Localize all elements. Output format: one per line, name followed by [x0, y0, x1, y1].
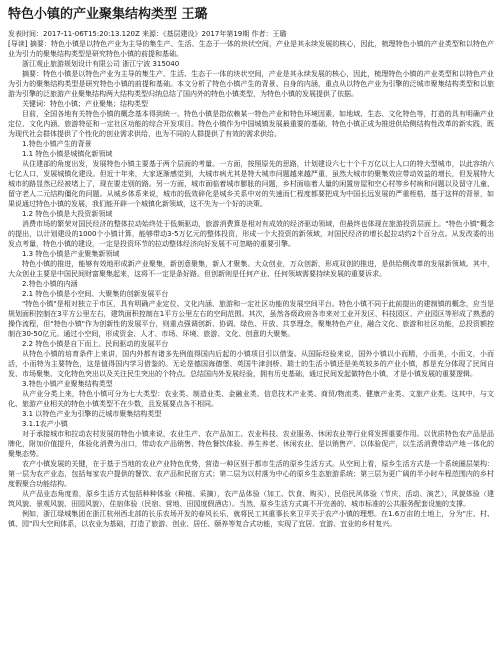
- paragraph: 对于承接城市和拉动农村发展的特色小镇来说，农业生产、农产品加工、农业科技、农业服务、休闲农业等行业将发挥重要作用。以优质特色农产品是品牌化，附加价值提升，体验化消费为出口，带动农产品销售、特色餐饮体验、养生养老、休闲农业、是以销售产、以体验促产，以生活消费带动产地一体化的聚集态势。: [8, 430, 494, 458]
- paragraph: 从特色小镇的培育条件上来讲，国内外都有诸多先例值得国内后起的小镇项目引以借鉴。从国际经验来说，国外小镇以小而精，小而美，小而文，小而活，小而特为主要特色，这是值得国内学习借鉴的。无论是德国海德堡、英国牛津剑桥、瑞士的生活小镇还是美英较多的产业小镇，都是充分体现了民间自发、市场聚集、文化特色突出以及关注民生突出的个特点。总结国内外发展经验，拥有历史基础，通过民间发起做特色小镇，才是小镇发展的重要逻辑。: [8, 350, 494, 378]
- paragraph: [导读] 摘要：特色小镇是以特色产业为主导的集生产、生活、生态于一体的块状空间，产业是其永续发展的核心，因此，梳理特色小镇的产业类型和以特色产业为引力的聚集结构类型是研究特色小镇的前提和基础。: [8, 40, 494, 58]
- paragraph: 农产小镇发展的关键，在于基于当地的农业产业特色优势，营造一种区别于都市生活的原乡生活方式。从空间上看，原乡生活方式是一个系统圈层架构：第一层为农产业态，包括每家农户提供的餐饮、农产品和民宿方式；第二层为以村落为中心的原乡生态旅游系统；第三层为更广阔的半小时车程范围内的乡村度假聚合功能结构。: [8, 460, 494, 488]
- paragraph: 2.特色小镇的内涵: [22, 280, 78, 288]
- article-meta: 发表时间：2017-11-06T15:20:13.120Z 来源：《基层建设》2017年第19期 作者：王璐: [8, 30, 287, 38]
- article-title: 特色小镇的产业聚集结构类型 王璐: [8, 7, 208, 22]
- paragraph: 从住建部的角度出发，发展特色小镇主要基于两个层面的考量。一方面，按照原先的思路，计划建设六七十个千万亿以上人口的特大型城市，以此容纳六七亿人口，发展城镇化建设。但近十年来，大家逐渐感觉到，大城市病尤其是特大城市问题越来越严重，虽然大城市的聚集效应带动效益的增长，但发展特大城市的路显然已经被堵上了，现在要走别的路。另一方面，城市面临着城市膨胀的问题，乡村面临着人量的闲置房屋和空心村等乡村病和问题以及留守儿童、留守老人二元结构僵化的问题。从城乡体系来说，城市的低效碎化是城乡关系中对的失速而仁程度都要把成为中国长远发展的严重桎梏，基于这样的背景，如果说通过特色小镇的发展，我们能开辟一个城镇化新领域，这不失为一个好的决策。: [8, 160, 494, 208]
- paragraph: 3.1 以特色产业为引擎的泛城市聚集结构类型: [22, 410, 162, 418]
- paragraph: "特色小镇"是相对独立于市区，具有明确产业定位、文化内涵、旅游和一定社区功能的发展空间平台。特色小镇不同于此前提出的建制镇的概念，应当是规划面积控制在3平方公里左右，建筑面积控制在1平方公里左右的空间范围。其次，虽然各级政府各市来对工业开发区、科技园区、产业园区等形成了熟悉的操作流程，但"特色小镇"作为创新性的发展平台，则重点强调创新、协调、绿色、开放、共享理念，聚集特色产业，融合文化、旅游和社区功能，总投资额控制在30-50亿元。通过小空间，形成资金、人才、市场、环境、旅游、文化、创意的大聚集。: [8, 300, 494, 338]
- paragraph: 目前，全国各地有关特色小镇的概念基本得到统一。特色小镇是指依赖某一特色产业和特色环境因素，如地域、生态、文化特色等，打造的具有明确产业定位、文化内涵、旅游特征和一定社区功能的综合开发项目。特色小镇作为中国城镇发展最重要的基础，特色小镇正成为推进供给侧结构性改革的新实践，既为现代社会群体提供了个性化的创业需求供给，也为不同的人群提供了有效的需求供给。: [8, 110, 494, 138]
- paragraph: 关键词：特色小镇；产业聚集；结构类型: [22, 100, 148, 108]
- article-body: [8, 39, 494, 529]
- paragraph: 摘要：特色小镇是以特色产业为主导的集生产、生活、生态于一体的块状空间，产业是其永续发展的核心，因此，梳理特色小镇的产业类型和以特色产业为引力的聚集结构类型是研究特色小镇的前提和基础。本文分析了特色小镇产生的背景、自身的内涵，重点从以特色产业为引擎的泛城市聚集结构类型和以旅游为引擎的泛旅游产业聚集结构两大结构类型归纳总结了国内外的特色小镇类型，为特色小镇的发展提供了依据。: [8, 70, 494, 98]
- paragraph: 1.特色小镇产生的背景: [22, 140, 92, 148]
- paragraph: 3.特色小镇产业聚集结构类型: [22, 380, 113, 388]
- paragraph: 例如，浙江绿城集团在浙江杭州西北部的长乐农场开发的春风长乐，就将民工其重事长来卫平关于农产小镇的理想。在1.6万亩的土地上，分为"庄、村、镇、园"四大空间体系，以农业为基础，打造了旅游、创业、居任、颐养等复合式功能，实现了宜居、宜游、宜业的乡村复兴。: [8, 510, 494, 528]
- paragraph: 从产品业态角度看，原乡生活方式包括种种体验（种植、采摘），农产品体验（加工、饮食、购买），民俗民风体验（节庆、活动、演艺），风貌体验（建筑风貌、景观风貌、田园风貌），住宿体验（民宿、营地、田园度假酒店）。当然，原乡生活方式离不开完善的、城市标准的公共服务配套设施的支撑。: [8, 490, 494, 508]
- paragraph: 3.1.1农产小镇: [22, 420, 68, 428]
- paragraph: 1.3 特色小镇是产业聚集新领域: [22, 250, 120, 258]
- paragraph: 特色小镇的推进，能够有效地形成新产业聚集，新创意聚集，新人才聚集。大众创业，万众创新，形成双创的推进，是供给侧改革的发展新领域。其中，大众创业主要是中国民间财富聚集起来，这将不一定是条好路。但创新则是任何产业、任何领域需要持续发展的重要诉求。: [8, 260, 494, 278]
- paragraph: 浙江观止旅游规划设计有限公司 浙江宁波 315040: [22, 60, 180, 68]
- paragraph: 2.1 特色小镇是小空间、大聚集的创新发展平台: [22, 290, 169, 298]
- paragraph: 1.2 特色小镇是大投资新领域: [22, 210, 113, 218]
- paragraph: 从产业分类上来，特色小镇可分为七大类型：农业类、制造业类、金融业类、信息技术产业类、商贸/物流类、健康产业类、文旅产业类。这其中，与文化、旅游产业相关的特色小镇类型不在少数，且发展要点各不相同。: [8, 390, 494, 408]
- paragraph: 2.2 特色小镇是自下而上、民间驱动的发展平台: [22, 340, 169, 348]
- paragraph: 消费市场的繁荣对国民经济的整体拉动始终处于低频驱动，旅游消费算是相对有成效的经济驱动领域，但最终也体现在旅游投资层面上。"特色小镇"概念的提出，以计划建设的1000个小镇计算，能够带动3-5万亿元的整体投资，形成一个大投资的新领域，对国民经济的增长起拉动约2个百分点。从发改委的出发点考量，特色小镇的建设，一定是投资环节的拉动整体经济向好发展不可忽略的重要引擎。: [8, 220, 494, 248]
- paragraph: 1.1 特色小镇是城镇化新领域: [22, 150, 113, 158]
